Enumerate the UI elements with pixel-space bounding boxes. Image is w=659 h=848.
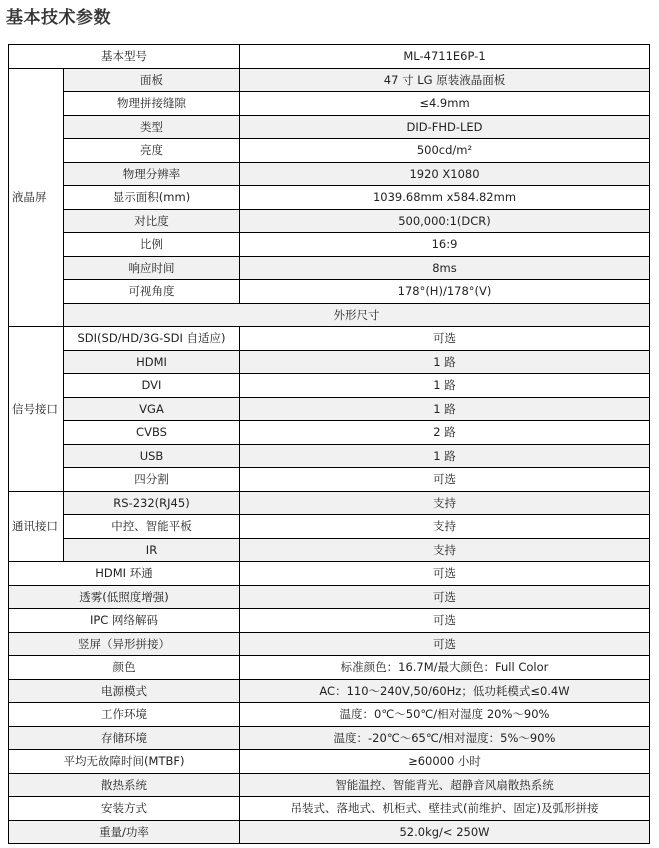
row-value: 可选: [240, 468, 650, 492]
table-row: [9, 609, 650, 633]
table-row: [9, 773, 650, 797]
row-value: 吊装式、落地式、机柜式、壁挂式(前维护、固定)及弧形拼接: [240, 797, 650, 821]
row-label: DVI: [64, 374, 240, 398]
table-row: [9, 256, 650, 280]
row-value: 温度：0℃～50℃/相对湿度 20%～90%: [240, 703, 650, 727]
row-label: 显示面积(mm): [64, 186, 240, 210]
row-value: 1 路: [240, 350, 650, 374]
row-value: 标准颜色：16.7M/最大颜色：Full Color: [240, 656, 650, 680]
row-label: 平均无故障时间(MTBF): [9, 750, 240, 774]
row-value: 温度：-20℃～65℃/相对湿度：5%～90%: [240, 726, 650, 750]
row-label: 面板: [64, 68, 240, 92]
row-value: 1920 X1080: [240, 162, 650, 186]
row-value: 可选: [240, 327, 650, 351]
table-row: [9, 139, 650, 163]
table-row: [9, 327, 650, 351]
table-row: [9, 444, 650, 468]
row-value: ML-4711E6P-1: [240, 45, 650, 69]
row-value: 支持: [240, 515, 650, 539]
row-label: 安装方式: [9, 797, 240, 821]
row-label: HDMI: [64, 350, 240, 374]
row-label: 物理拼接缝隙: [64, 92, 240, 116]
row-value: 可选: [240, 609, 650, 633]
group-label-signal: 信号接口: [9, 327, 64, 492]
row-value: 可选: [240, 632, 650, 656]
row-label: SDI(SD/HD/3G-SDI 自适应): [64, 327, 240, 351]
row-label: 透雾(低照度增强): [9, 585, 240, 609]
row-label: CVBS: [64, 421, 240, 445]
table-row: [9, 280, 650, 304]
table-row: [9, 585, 650, 609]
row-value: 2 路: [240, 421, 650, 445]
row-label: 散热系统: [9, 773, 240, 797]
row-label: 颜色: [9, 656, 240, 680]
group-label-comm: 通讯接口: [9, 491, 64, 562]
row-value: 可选: [240, 585, 650, 609]
row-value: 1039.68mm x584.82mm: [240, 186, 650, 210]
row-label: 四分割: [64, 468, 240, 492]
group-label-lcd: 液晶屏: [9, 68, 64, 327]
row-label: 类型: [64, 115, 240, 139]
row-value: 支持: [240, 538, 650, 562]
row-value: 支持: [240, 491, 650, 515]
table-row: [9, 374, 650, 398]
row-value: 1 路: [240, 397, 650, 421]
row-label: 基本型号: [9, 45, 240, 69]
table-row: [9, 726, 650, 750]
row-label: USB: [64, 444, 240, 468]
table-row: [9, 92, 650, 116]
row-value: 178°(H)/178°(V): [240, 280, 650, 304]
table-row: [9, 703, 650, 727]
row-label: 工作环境: [9, 703, 240, 727]
table-row: [9, 656, 650, 680]
row-label: 存储环境: [9, 726, 240, 750]
row-label: IR: [64, 538, 240, 562]
table-row: [9, 679, 650, 703]
row-value: ≤4.9mm: [240, 92, 650, 116]
row-value: 500,000:1(DCR): [240, 209, 650, 233]
row-value: 8ms: [240, 256, 650, 280]
table-row: [9, 421, 650, 445]
table-row: [9, 750, 650, 774]
table-row: [9, 515, 650, 539]
row-label: 物理分辨率: [64, 162, 240, 186]
row-label: 重量/功率: [9, 820, 240, 844]
table-row: [9, 632, 650, 656]
row-value: 1 路: [240, 444, 650, 468]
row-value: 16:9: [240, 233, 650, 257]
table-row: [9, 491, 650, 515]
row-value: 52.0kg/< 250W: [240, 820, 650, 844]
spec-table: [8, 44, 650, 844]
page-title: 基本技术参数: [6, 8, 111, 28]
row-value: 47 寸 LG 原装液晶面板: [240, 68, 650, 92]
row-value: DID-FHD-LED: [240, 115, 650, 139]
table-row: [9, 468, 650, 492]
row-label: 比例: [64, 233, 240, 257]
table-row: [9, 538, 650, 562]
table-row: [9, 115, 650, 139]
row-label: RS-232(RJ45): [64, 491, 240, 515]
row-label: VGA: [64, 397, 240, 421]
table-row: [9, 233, 650, 257]
table-row: [9, 162, 650, 186]
table-row: [9, 186, 650, 210]
row-value: 智能温控、智能背光、超静音风扇散热系统: [240, 773, 650, 797]
table-row: [9, 303, 650, 327]
row-value: ≥60000 小时: [240, 750, 650, 774]
table-row: [9, 562, 650, 586]
row-label: 电源模式: [9, 679, 240, 703]
row-value: 可选: [240, 562, 650, 586]
table-row: [9, 45, 650, 69]
row-value: 500cd/m²: [240, 139, 650, 163]
row-label: IPC 网络解码: [9, 609, 240, 633]
table-row: [9, 397, 650, 421]
table-row: [9, 350, 650, 374]
row-label: 可视角度: [64, 280, 240, 304]
row-label: 响应时间: [64, 256, 240, 280]
table-row: [9, 820, 650, 844]
row-value: 1 路: [240, 374, 650, 398]
row-label: 竖屏（异形拼接）: [9, 632, 240, 656]
row-label: 外形尺寸: [64, 303, 650, 327]
table-row: [9, 68, 650, 92]
row-label: 中控、智能平板: [64, 515, 240, 539]
row-label: 亮度: [64, 139, 240, 163]
row-value: AC：110～240V,50/60Hz；低功耗模式≤0.4W: [240, 679, 650, 703]
row-label: 对比度: [64, 209, 240, 233]
row-label: HDMI 环通: [9, 562, 240, 586]
table-row: [9, 797, 650, 821]
table-row: [9, 209, 650, 233]
